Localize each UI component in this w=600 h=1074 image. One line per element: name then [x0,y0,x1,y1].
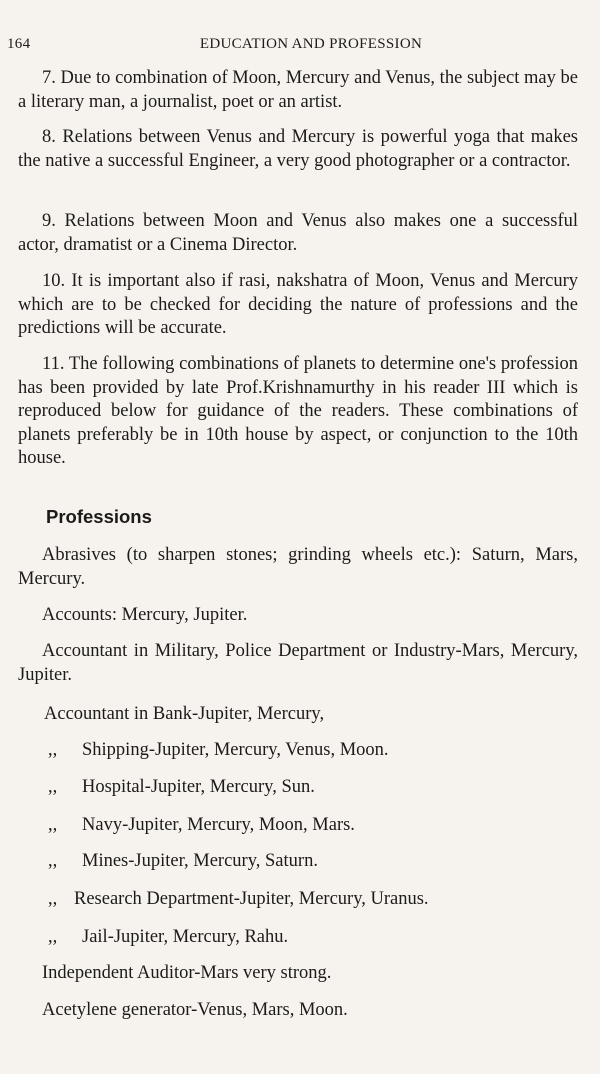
section-heading: Professions [46,506,152,527]
paragraph-9: 9. Relations between Moon and Venus also makes one a successful actor, dramatist or a Cinema Director. [18,211,578,255]
paragraph-10: 10. It is important also if rasi, nakshatra of Moon, Venus and Mercury which are to be checked for deciding the nature of professions and the predictions will be accurate. [18,271,578,338]
ditto-item [48,926,288,949]
paragraph-7: 7. Due to combination of Moon, Mercury and Venus, the subject may be a literary man, a journalist, poet or an artist. [18,68,578,112]
page-header [0,36,600,56]
ditto-mark: ,, [48,927,58,947]
ditto-item-text: Research Department-Jupiter, Mercury, Uranus. [74,889,429,909]
ditto-item-text: Jail-Jupiter, Mercury, Rahu. [82,927,289,947]
ditto-item [48,850,318,873]
profession-item: Independent Auditor-Mars very strong. [42,963,332,983]
running-title: EDUCATION AND PROFESSION [199,36,423,52]
paragraph-11: 11. The following combinations of planets to determine one's profession has been provided by late Prof.Krishnamurthy in his reader III which is reproduced below for guidance of the readers. These combinations of planets preferably be in 10th house by aspect, or conjunction to the 10th house. [18,354,578,468]
profession-item: Abrasives (to sharpen stones; grinding wheels etc.): Saturn, Mars, Mercury. [18,545,578,589]
profession-item: Accounts: Mercury, Jupiter. [42,605,248,625]
ditto-item [48,888,429,911]
profession-item: Accountant in Bank-Jupiter, Mercury, [44,704,325,724]
paragraph-8: 8. Relations between Venus and Mercury is powerful yoga that makes the native a successful Engineer, a very good photographer or a contractor. [18,127,578,171]
profession-item: Accountant in Military, Police Department or Industry-Mars, Mercury, Jupiter. [18,641,578,685]
ditto-mark: ,, [48,889,58,909]
ditto-item [48,814,355,837]
ditto-mark: ,, [48,740,58,760]
profession-item: Acetylene generator-Venus, Mars, Moon. [42,1000,348,1020]
ditto-mark: ,, [48,777,58,797]
ditto-mark: ,, [48,815,58,835]
ditto-item-text: Navy-Jupiter, Mercury, Moon, Mars. [82,815,355,835]
ditto-item [48,739,389,762]
ditto-item [48,776,315,799]
ditto-item-text: Mines-Jupiter, Mercury, Saturn. [82,851,318,871]
page-number: 164 [7,36,31,52]
ditto-mark: ,, [48,851,58,871]
ditto-item-text: Hospital-Jupiter, Mercury, Sun. [82,777,315,797]
ditto-item-text: Shipping-Jupiter, Mercury, Venus, Moon. [82,740,389,760]
